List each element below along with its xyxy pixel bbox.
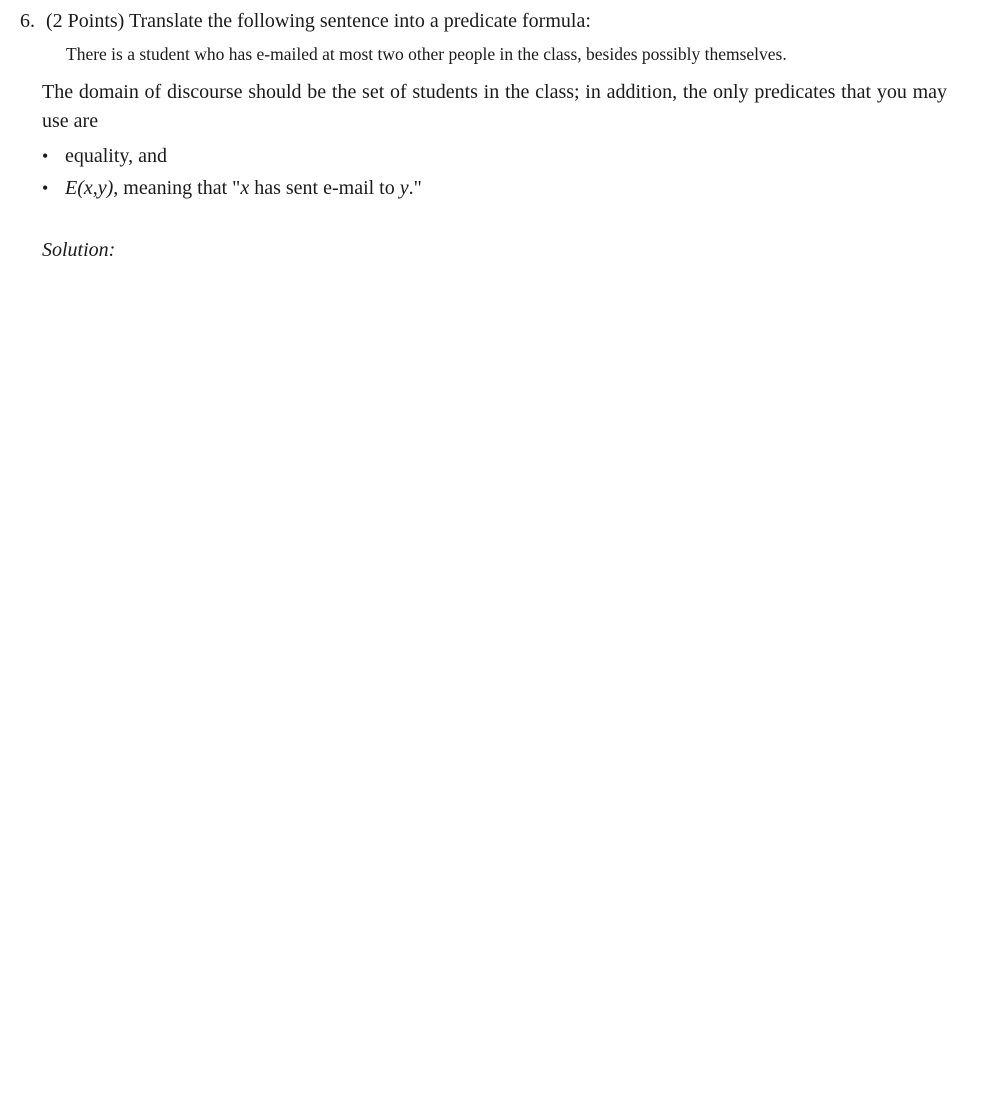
list-item-text: equality, and [65,145,168,167]
bullet-marker: • [42,178,49,198]
predicate-formula: E(x,y) [65,177,114,199]
list-item-equality [42,142,422,174]
predicate-meaning-prefix: , meaning that " [113,177,241,199]
problem-number: 6. [20,10,35,32]
solution-label: Solution: [42,239,116,261]
variable-x: x [240,177,250,199]
predicate-meaning-middle: has sent e-mail to [249,177,400,199]
problem-instruction: Translate the following sentence into a predicate formula: [128,10,591,32]
domain-paragraph: The domain of discourse should be the set of students in the class; in addition, the only predicates that you may use are [42,81,947,132]
predicate-meaning-suffix: ." [408,177,422,199]
problem-header [20,8,591,34]
bullet-marker: • [42,146,49,166]
quoted-sentence: There is a student who has e-mailed at most two other people in the class, besides possibly themselves. [66,44,787,64]
variable-y: y [399,177,409,199]
problem-points: (2 Points) [46,10,125,32]
list-item-email-predicate [42,174,422,206]
predicate-list [42,142,422,206]
